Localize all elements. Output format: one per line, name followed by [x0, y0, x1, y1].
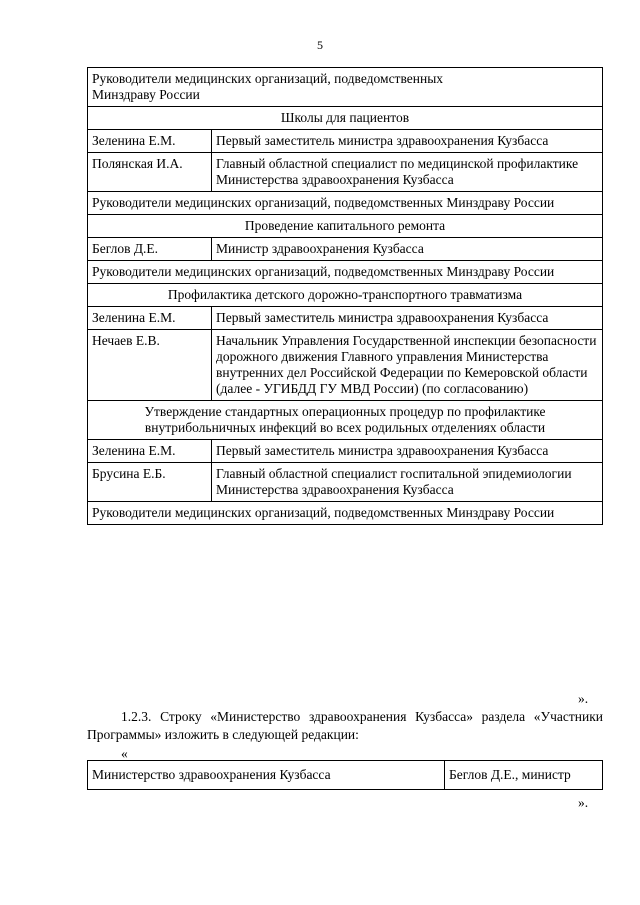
- person-name: Зеленина Е.М.: [88, 307, 212, 330]
- person-name: Нечаев Е.В.: [88, 330, 212, 401]
- table-row: [88, 130, 603, 153]
- table-row: [88, 284, 603, 307]
- table-row: [88, 440, 603, 463]
- ministry-table: [87, 760, 603, 790]
- table-row: [88, 153, 603, 192]
- person-name: Зеленина Е.М.: [88, 440, 212, 463]
- person-role: Начальник Управления Государственной инспекции безопасности дорожного движения Главного управления Министерства внутренних дел Российской Федерации по Кемеровской области (далее - УГИБДД ГУ МВД России) (по согласованию): [212, 330, 603, 401]
- table-row: [88, 192, 603, 215]
- person-role: Главный областной специалист по медицинской профилактике Министерства здравоохранения Кузбасса: [212, 153, 603, 192]
- ministry-name: Министерство здравоохранения Кузбасса: [88, 761, 445, 790]
- closing-quote: ».: [578, 795, 589, 810]
- table-row: [88, 107, 603, 130]
- table-row: [88, 761, 603, 790]
- org-leaders-cell: Руководители медицинских организаций, подведомственных Минздраву России: [88, 192, 603, 215]
- person-name: Зеленина Е.М.: [88, 130, 212, 153]
- amendment-text: 1.2.3. Строку «Министерство здравоохранения Кузбасса» раздела «Участники Программы» изложить в следующей редакции:: [87, 709, 603, 742]
- person-name: Беглов Д.Е.: [88, 238, 212, 261]
- person-role: Главный областной специалист госпитальной эпидемиологии Министерства здравоохранения Кузбасса: [212, 463, 603, 502]
- minister-name: Беглов Д.Е., министр: [445, 761, 603, 790]
- table-row: [88, 68, 603, 107]
- amendment-paragraph: [87, 708, 603, 744]
- section-heading: Профилактика детского дорожно-транспортного травматизма: [88, 284, 603, 307]
- table-row: [88, 401, 603, 440]
- person-role: Первый заместитель министра здравоохранения Кузбасса: [212, 440, 603, 463]
- table-row: [88, 307, 603, 330]
- participants-table: [87, 67, 603, 525]
- table-row: [88, 261, 603, 284]
- section-heading: Утверждение стандартных операционных процедур по профилактике внутрибольничных инфекций во всех родильных отделениях области: [88, 401, 603, 440]
- person-role: Первый заместитель министра здравоохранения Кузбасса: [212, 307, 603, 330]
- table-row: [88, 330, 603, 401]
- closing-quote: ».: [578, 691, 589, 706]
- section-heading: Проведение капитального ремонта: [88, 215, 603, 238]
- org-leaders-cell: Руководители медицинских организаций, подведомственных Минздраву России: [88, 261, 603, 284]
- org-leaders-cell: Руководители медицинских организаций, подведомственных Минздраву России: [88, 502, 603, 525]
- person-role: Первый заместитель министра здравоохранения Кузбасса: [212, 130, 603, 153]
- page-number: 5: [317, 38, 323, 52]
- person-name: Полянская И.А.: [88, 153, 212, 192]
- opening-quote: «: [121, 746, 128, 761]
- table-row: [88, 238, 603, 261]
- table-row: [88, 502, 603, 525]
- table-row: [88, 463, 603, 502]
- org-leaders-cell: Руководители медицинских организаций, подведомственных Минздраву России: [88, 68, 603, 107]
- person-role: Министр здравоохранения Кузбасса: [212, 238, 603, 261]
- table-row: [88, 215, 603, 238]
- person-name: Брусина Е.Б.: [88, 463, 212, 502]
- section-heading: Школы для пациентов: [88, 107, 603, 130]
